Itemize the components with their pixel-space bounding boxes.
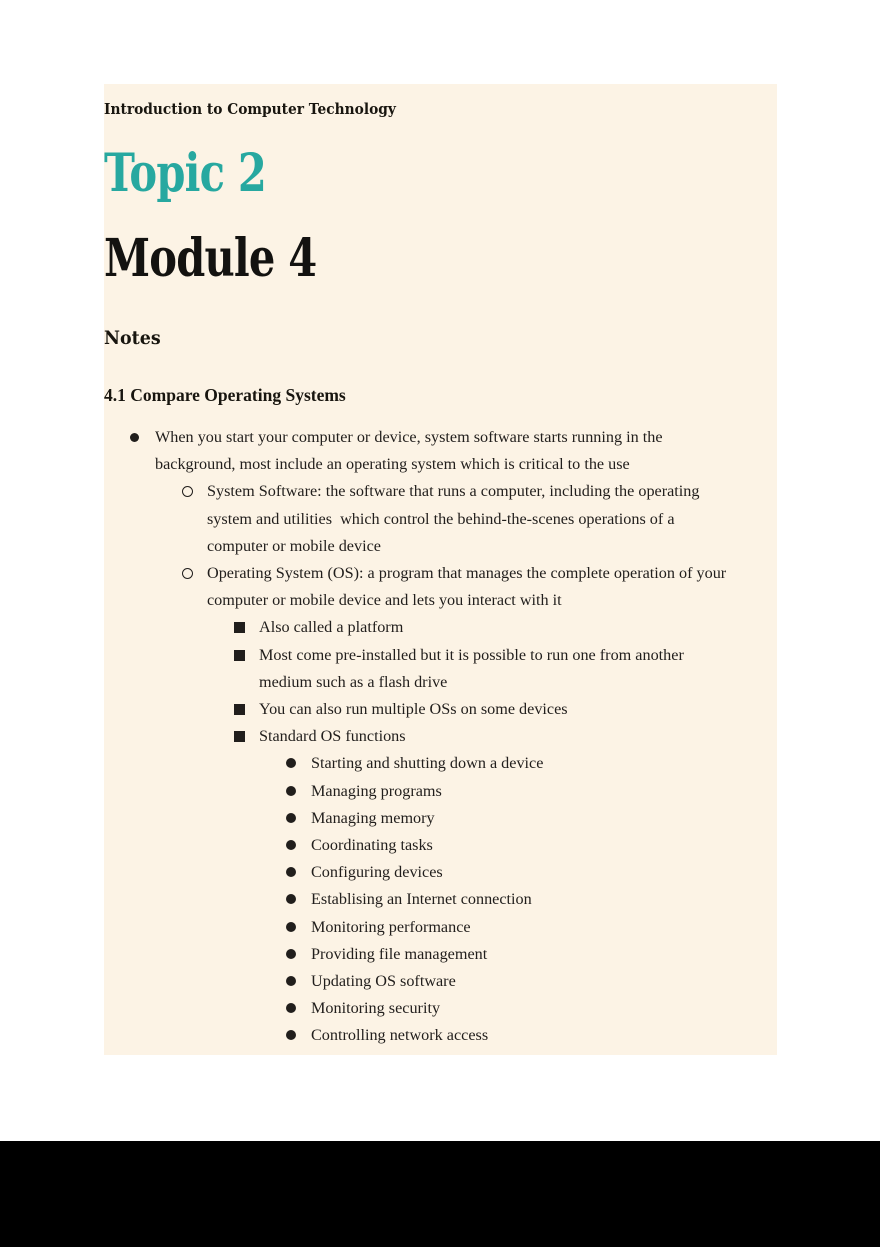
list-item-line: Monitoring performance [311,917,471,936]
list-item-line: Coordinating tasks [311,836,433,855]
course-header: Introduction to Computer Technology [104,101,396,118]
list-item [104,696,777,723]
list-item [104,859,777,886]
list-item [104,805,777,832]
bullet-circle-icon [182,486,193,497]
list-item-line: background, most include an operating system which is critical to the use [155,455,630,474]
bullet-square-icon [234,622,245,633]
bullet-disc-icon [286,867,296,877]
list-item [104,478,777,560]
module-title: Module 4 [104,228,317,289]
list-item-line: Starting and shutting down a device [311,754,544,773]
list-item-line: Standard OS functions [259,727,406,746]
list-item [104,914,777,941]
list-item-line: computer or mobile device [207,536,381,555]
document-page [104,84,777,1055]
list-item [104,614,777,641]
list-item-line: Most come pre-installed but it is possible to run one from another [259,645,684,664]
list-item [104,560,777,614]
bullet-disc-icon [130,433,139,442]
list-item [104,941,777,968]
bullet-square-icon [234,650,245,661]
list-item-line: computer or mobile device and lets you interact with it [207,591,562,610]
list-item [104,723,777,750]
list-item-line: Managing programs [311,781,442,800]
list-item [104,642,777,696]
list-item [104,968,777,995]
list-item [104,778,777,805]
list-item-line: Establising an Internet connection [311,890,532,909]
list-item-line: medium such as a flash drive [259,672,448,691]
section-heading: 4.1 Compare Operating Systems [104,385,346,405]
footer-bar [0,1141,880,1247]
bullet-disc-icon [286,813,296,823]
list-item-line: You can also run multiple OSs on some devices [259,700,568,719]
list-item-line: When you start your computer or device, system software starts running in the [155,428,663,446]
list-item [104,832,777,859]
list-item-line: Controlling network access [311,1026,489,1045]
bullet-disc-icon [286,894,296,904]
list-item-line: Also called a platform [259,618,404,637]
list-item [104,424,777,478]
list-item [104,995,777,1022]
bullet-square-icon [234,704,245,715]
bullet-disc-icon [286,786,296,796]
list-item-line: Operating System (OS): a program that manages the complete operation of your [207,564,727,583]
list-item-line: Updating OS software [311,972,456,991]
bullet-disc-icon [286,922,296,932]
bullet-disc-icon [286,976,296,986]
bullet-disc-icon [286,1030,296,1040]
notes-label: Notes [104,327,161,349]
list-item [104,886,777,913]
list-item [104,1022,777,1049]
list-item-line: Providing file management [311,944,488,963]
bullet-circle-icon [182,568,193,579]
notes-list [104,424,777,1050]
bullet-square-icon [234,731,245,742]
bullet-disc-icon [286,840,296,850]
list-item-line: Configuring devices [311,863,443,882]
bullet-disc-icon [286,758,296,768]
bullet-disc-icon [286,949,296,959]
list-item-line: Monitoring security [311,999,441,1018]
list-item-line: Managing memory [311,808,435,827]
bullet-disc-icon [286,1003,296,1013]
list-item [104,750,777,777]
list-item-line: System Software: the software that runs a computer, including the operating [207,482,700,501]
topic-title: Topic 2 [104,143,266,204]
list-item-line: system and utilities which control the behind-the-scenes operations of a [207,509,675,528]
